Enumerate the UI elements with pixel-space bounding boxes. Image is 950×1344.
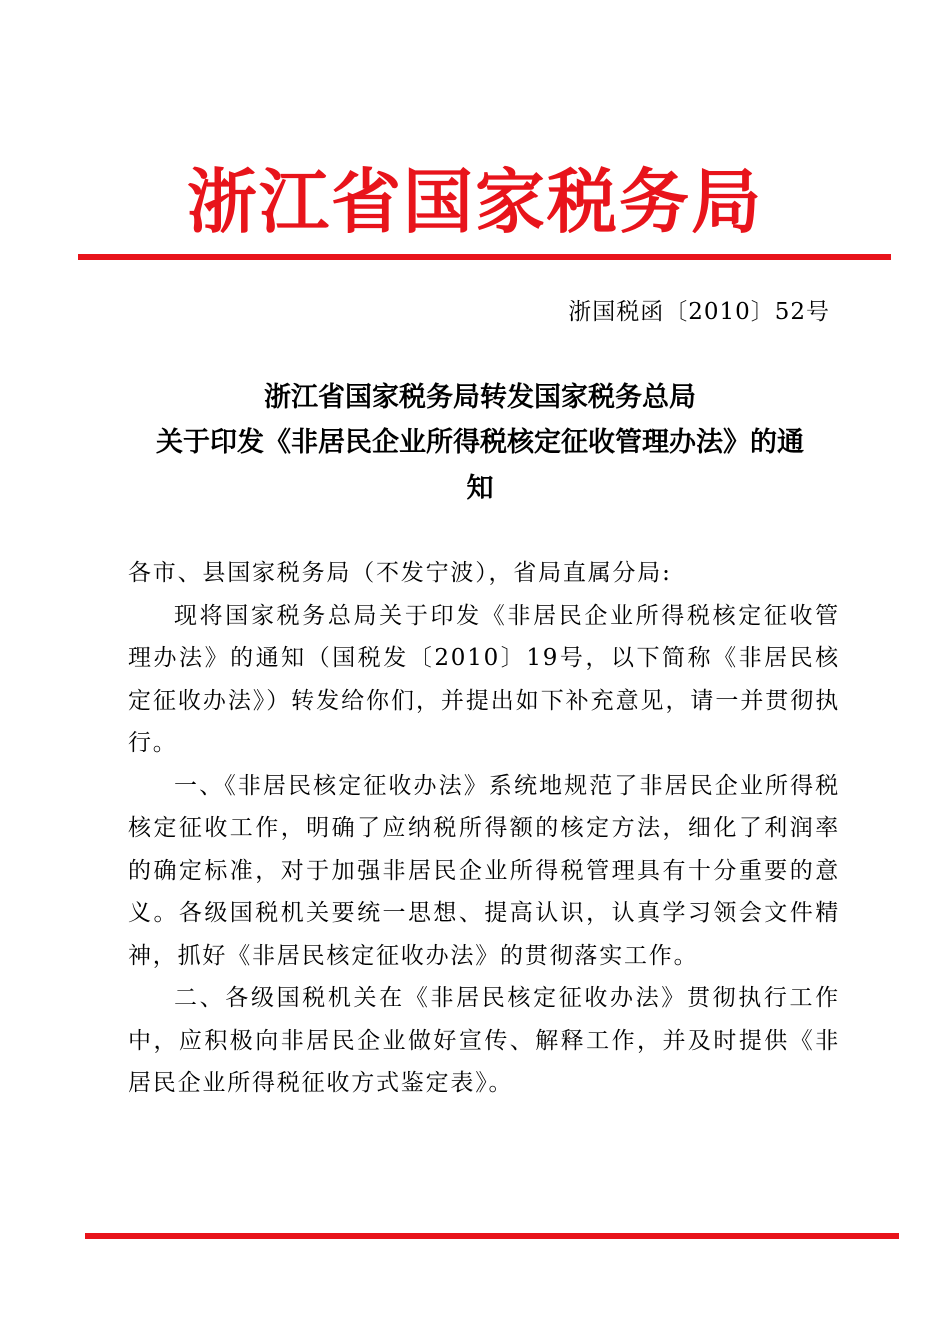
body-paragraph-point-1: 一、《非居民核定征收办法》系统地规范了非居民企业所得税核定征收工作，明确了应纳税所得额的核定方法，细化了利润率的确定标准，对于加强非居民企业所得税管理具有十分重要的意义。各级国税机关要统一思想、提高认识，认真学习领会文件精神，抓好《非居民核定征收办法》的贯彻落实工作。 [128,772,840,969]
body-paragraph-point-2: 二、各级国税机关在《非居民核定征收办法》贯彻执行工作中，应积极向非居民企业做好宣传、解释工作，并及时提供《非居民企业所得税征收方式鉴定表》。 [128,985,840,1096]
document-title-line-3: 知 [466,473,494,504]
document-title-line-2: 关于印发《非居民企业所得税核定征收管理办法》的通 [156,427,804,458]
agency-masthead: 浙江省国家税务局 [187,160,763,243]
top-red-rule [78,254,891,260]
document-body [128,552,840,1105]
document-number: 浙国税函〔2010〕52号 [568,299,830,325]
salutation: 各市、县国家税务局（不发宁波），省局直属分局: [128,560,672,586]
body-paragraph-intro: 现将国家税务总局关于印发《非居民企业所得税核定征收管理办法》的通知（国税发〔2010〕19号，以下简称《非居民核定征收办法》）转发给你们，并提出如下补充意见，请一并贯彻执行。 [128,602,840,756]
document-title-line-1: 浙江省国家税务局转发国家税务总局 [264,382,696,413]
bottom-red-rule [85,1233,899,1239]
